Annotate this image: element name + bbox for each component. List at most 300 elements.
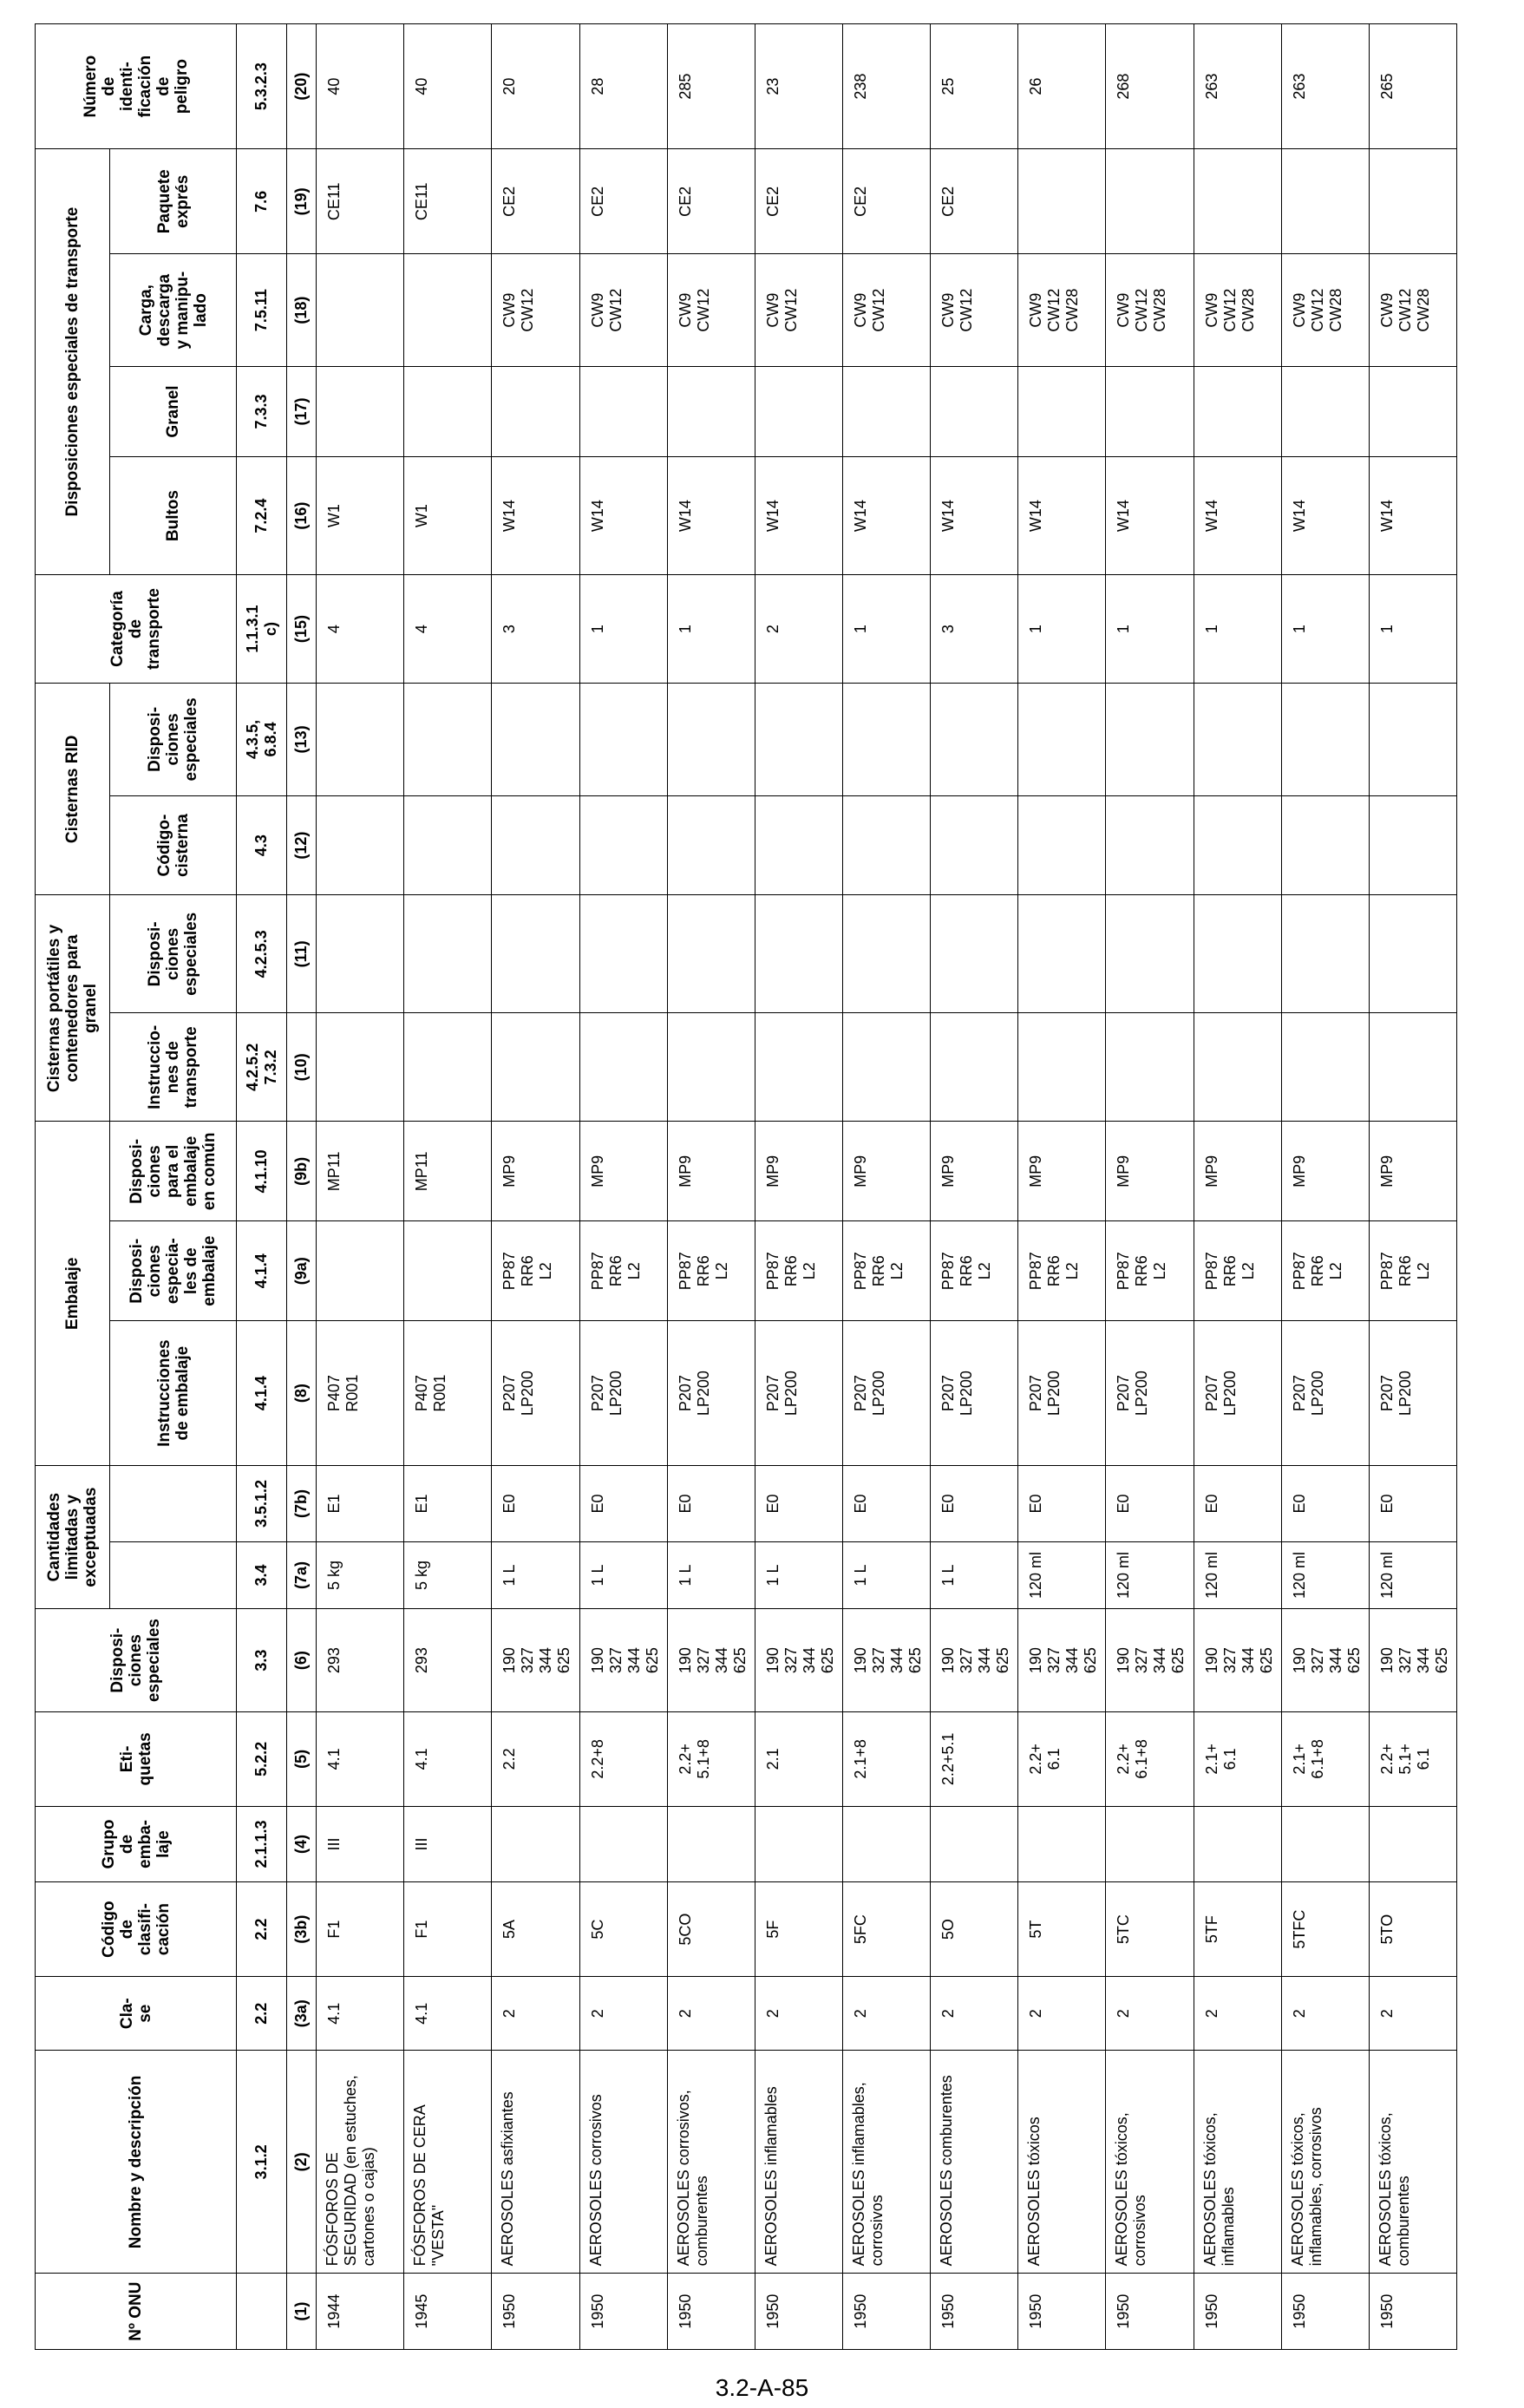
disp-embalaje-comun-cell: MP9 [492, 1122, 579, 1221]
disp-esp-embalaje-cell: PP87 RR6 L2 [755, 1221, 842, 1321]
grupo-embalaje-cell [579, 1806, 667, 1882]
header-un-number: Nº ONU [36, 2274, 237, 2350]
granel-cell [404, 366, 492, 456]
ref-cell: 7.5.11 [237, 254, 287, 366]
table-row [842, 24, 930, 2350]
ref-cell: 3.1.2 [237, 2051, 287, 2274]
header-embalaje: Embalaje [36, 1122, 110, 1466]
header-instrucciones-transporte: Instruccio- nes de transporte [110, 1013, 237, 1122]
disp-esp-cisternas-port-cell [492, 895, 579, 1013]
clase-cell: 2 [755, 1976, 842, 2051]
ref-cell: 7.6 [237, 149, 287, 254]
header-cant-lim-empty [110, 1541, 237, 1608]
substance-name-cell: AEROSOLES tóxicos, inflamables [1194, 2051, 1281, 2274]
header-grupo: Grupo de emba- laje [36, 1806, 237, 1882]
codigo-cisterna-cell [1018, 795, 1106, 895]
codigo-cisterna-cell [1281, 795, 1369, 895]
cantidad-limitada-cell: 120 ml [1018, 1541, 1106, 1608]
codigo-cisterna-cell [842, 795, 930, 895]
codigo-cisterna-cell [1106, 795, 1194, 895]
disp-esp-cisternas-port-cell [931, 895, 1018, 1013]
header-disp-esp-embalaje: Disposi- ciones especia- les de embalaje [110, 1221, 237, 1321]
col-number-cell: (16) [287, 457, 317, 575]
instrucciones-transporte-cell [492, 1013, 579, 1122]
un-number-cell: 1950 [842, 2274, 930, 2350]
col-number-cell: (7b) [287, 1466, 317, 1542]
table-row [667, 24, 755, 2350]
instrucciones-transporte-cell [404, 1013, 492, 1122]
carga-descarga-cell [317, 254, 404, 366]
ref-cell: 3.3 [237, 1609, 287, 1712]
disp-esp-cisternas-port-cell [1369, 895, 1456, 1013]
cantidad-exceptuada-cell: E0 [1106, 1466, 1194, 1542]
numero-peligro-cell: 263 [1281, 24, 1369, 149]
disp-esp-embalaje-cell [404, 1221, 492, 1321]
table-row [404, 24, 492, 2350]
ref-cell: 4.3.5, 6.8.4 [237, 684, 287, 795]
paquete-expres-cell: CE2 [931, 149, 1018, 254]
disp-esp-cisternas-port-cell [404, 895, 492, 1013]
header-cantidades: Cantidades limitadas y exceptuadas [36, 1466, 110, 1609]
disp-esp-cisternas-port-cell [317, 895, 404, 1013]
disposiciones-especiales-cell: 190 327 344 625 [842, 1609, 930, 1712]
header-disp-embalaje-comun: Disposi- ciones para el embalaje en común [110, 1122, 237, 1221]
carga-descarga-cell: CW9 CW12 CW28 [1281, 254, 1369, 366]
disp-esp-embalaje-cell: PP87 RR6 L2 [1194, 1221, 1281, 1321]
header-cant-exc-empty [110, 1466, 237, 1542]
un-number-cell: 1950 [1281, 2274, 1369, 2350]
instrucciones-transporte-cell [1281, 1013, 1369, 1122]
substance-name-cell: AEROSOLES corrosivos, comburentes [667, 2051, 755, 2274]
numero-peligro-cell: 23 [755, 24, 842, 149]
disp-esp-embalaje-cell [317, 1221, 404, 1321]
clase-cell: 4.1 [317, 1976, 404, 2051]
carga-descarga-cell: CW9 CW12 CW28 [1018, 254, 1106, 366]
disp-embalaje-comun-cell: MP9 [842, 1122, 930, 1221]
paquete-expres-cell: CE11 [404, 149, 492, 254]
disp-embalaje-comun-cell: MP9 [1281, 1122, 1369, 1221]
cantidad-limitada-cell: 1 L [492, 1541, 579, 1608]
ref-cell: 2.2 [237, 1976, 287, 2051]
numero-peligro-cell: 268 [1106, 24, 1194, 149]
disp-esp-rid-cell [931, 684, 1018, 795]
disp-esp-cisternas-port-cell [1194, 895, 1281, 1013]
substance-name-cell: AEROSOLES asfixiantes [492, 2051, 579, 2274]
instrucciones-transporte-cell [579, 1013, 667, 1122]
cantidad-limitada-cell: 120 ml [1194, 1541, 1281, 1608]
substance-name-cell: AEROSOLES inflamables [755, 2051, 842, 2274]
instrucciones-embalaje-cell: P407 R001 [404, 1321, 492, 1466]
etiquetas-cell: 2.2+5.1 [931, 1712, 1018, 1807]
col-number-cell: (20) [287, 24, 317, 149]
cantidad-limitada-cell: 1 L [755, 1541, 842, 1608]
bultos-cell: W14 [1281, 457, 1369, 575]
grupo-embalaje-cell: III [404, 1806, 492, 1882]
bultos-cell: W14 [755, 457, 842, 575]
disp-esp-rid-cell [842, 684, 930, 795]
table-row [1194, 24, 1281, 2350]
paquete-expres-cell [1369, 149, 1456, 254]
table-row [755, 24, 842, 2350]
etiquetas-cell: 2.2+8 [579, 1712, 667, 1807]
etiquetas-cell: 2.2+ 5.1+ 6.1 [1369, 1712, 1456, 1807]
col-number-cell: (5) [287, 1712, 317, 1807]
col-number-cell: (9b) [287, 1122, 317, 1221]
paquete-expres-cell: CE2 [667, 149, 755, 254]
instrucciones-embalaje-cell: P407 R001 [317, 1321, 404, 1466]
codigo-clasificacion-cell: F1 [317, 1882, 404, 1977]
disposiciones-especiales-cell: 190 327 344 625 [931, 1609, 1018, 1712]
disposiciones-especiales-cell: 190 327 344 625 [1281, 1609, 1369, 1712]
disp-esp-embalaje-cell: PP87 RR6 L2 [1369, 1221, 1456, 1321]
cantidad-limitada-cell: 1 L [931, 1541, 1018, 1608]
table-row [1281, 24, 1369, 2350]
substance-name-cell: FÓSFOROS DE CERA "VESTA" [404, 2051, 492, 2274]
clase-cell: 4.1 [404, 1976, 492, 2051]
etiquetas-cell: 2.1 [755, 1712, 842, 1807]
col-number-cell: (17) [287, 366, 317, 456]
header-paquete: Paquete exprés [110, 149, 237, 254]
header-carga: Carga, descarga y manipu- lado [110, 254, 237, 366]
paquete-expres-cell [1281, 149, 1369, 254]
clase-cell: 2 [667, 1976, 755, 2051]
granel-cell [667, 366, 755, 456]
categoria-transporte-cell: 1 [1369, 574, 1456, 683]
ref-cell: 4.1.10 [237, 1122, 287, 1221]
substance-name-cell: AEROSOLES corrosivos [579, 2051, 667, 2274]
col-number-cell: (9a) [287, 1221, 317, 1321]
instrucciones-transporte-cell [755, 1013, 842, 1122]
table-row [1106, 24, 1194, 2350]
instrucciones-embalaje-cell: P207 LP200 [1194, 1321, 1281, 1466]
reference-row [237, 24, 287, 2350]
disp-esp-embalaje-cell: PP87 RR6 L2 [1018, 1221, 1106, 1321]
header-clase: Cla- se [36, 1976, 237, 2051]
header-peligro: Número de identi- ficación de peligro [36, 24, 237, 149]
cantidad-limitada-cell: 1 L [579, 1541, 667, 1608]
codigo-cisterna-cell [931, 795, 1018, 895]
granel-cell [1194, 366, 1281, 456]
granel-cell [1369, 366, 1456, 456]
col-number-cell: (8) [287, 1321, 317, 1466]
disp-embalaje-comun-cell: MP9 [755, 1122, 842, 1221]
ref-cell: 5.3.2.3 [237, 24, 287, 149]
header-disp-esp-cisternas-port: Disposi- ciones especiales [110, 895, 237, 1013]
cantidad-exceptuada-cell: E0 [667, 1466, 755, 1542]
cantidad-exceptuada-cell: E0 [492, 1466, 579, 1542]
etiquetas-cell: 2.2 [492, 1712, 579, 1807]
etiquetas-cell: 2.1+ 6.1 [1194, 1712, 1281, 1807]
bultos-cell: W14 [842, 457, 930, 575]
disp-esp-cisternas-port-cell [667, 895, 755, 1013]
disposiciones-especiales-cell: 190 327 344 625 [492, 1609, 579, 1712]
disp-esp-rid-cell [317, 684, 404, 795]
grupo-embalaje-cell [492, 1806, 579, 1882]
cantidad-limitada-cell: 1 L [667, 1541, 755, 1608]
cantidad-exceptuada-cell: E0 [755, 1466, 842, 1542]
codigo-clasificacion-cell: F1 [404, 1882, 492, 1977]
granel-cell [317, 366, 404, 456]
disp-embalaje-comun-cell: MP9 [667, 1122, 755, 1221]
cantidad-exceptuada-cell: E0 [931, 1466, 1018, 1542]
cantidad-exceptuada-cell: E1 [404, 1466, 492, 1542]
codigo-clasificacion-cell: 5TFC [1281, 1882, 1369, 1977]
instrucciones-embalaje-cell: P207 LP200 [1018, 1321, 1106, 1466]
grupo-embalaje-cell [1106, 1806, 1194, 1882]
header-codigo-cisterna: Código- cisterna [110, 795, 237, 895]
carga-descarga-cell: CW9 CW12 CW28 [1194, 254, 1281, 366]
granel-cell [931, 366, 1018, 456]
disp-esp-rid-cell [1018, 684, 1106, 795]
un-number-cell: 1950 [579, 2274, 667, 2350]
numero-peligro-cell: 238 [842, 24, 930, 149]
bultos-cell: W14 [1369, 457, 1456, 575]
carga-descarga-cell: CW9 CW12 [931, 254, 1018, 366]
bultos-cell: W14 [492, 457, 579, 575]
ref-cell: 4.1.4 [237, 1221, 287, 1321]
numero-peligro-cell: 40 [404, 24, 492, 149]
col-number-cell: (19) [287, 149, 317, 254]
instrucciones-transporte-cell [931, 1013, 1018, 1122]
disp-embalaje-comun-cell: MP11 [317, 1122, 404, 1221]
ref-cell [237, 2274, 287, 2350]
disposiciones-especiales-cell: 190 327 344 625 [1106, 1609, 1194, 1712]
col-number-cell: (3a) [287, 1976, 317, 2051]
disp-esp-rid-cell [579, 684, 667, 795]
grupo-embalaje-cell [755, 1806, 842, 1882]
codigo-cisterna-cell [404, 795, 492, 895]
codigo-clasificacion-cell: 5C [579, 1882, 667, 1977]
paquete-expres-cell: CE2 [579, 149, 667, 254]
ref-cell: 3.5.1.2 [237, 1466, 287, 1542]
codigo-cisterna-cell [755, 795, 842, 895]
numero-peligro-cell: 25 [931, 24, 1018, 149]
etiquetas-cell: 2.1+ 6.1+8 [1281, 1712, 1369, 1807]
disp-embalaje-comun-cell: MP9 [1369, 1122, 1456, 1221]
cantidad-limitada-cell: 120 ml [1106, 1541, 1194, 1608]
carga-descarga-cell [404, 254, 492, 366]
ref-cell: 2.1.1.3 [237, 1806, 287, 1882]
etiquetas-cell: 2.2+ 5.1+8 [667, 1712, 755, 1807]
disp-esp-embalaje-cell: PP87 RR6 L2 [842, 1221, 930, 1321]
col-number-cell: (12) [287, 795, 317, 895]
un-number-cell: 1950 [931, 2274, 1018, 2350]
disp-esp-embalaje-cell: PP87 RR6 L2 [667, 1221, 755, 1321]
categoria-transporte-cell: 1 [1194, 574, 1281, 683]
clase-cell: 2 [492, 1976, 579, 2051]
granel-cell [842, 366, 930, 456]
table-row [579, 24, 667, 2350]
header-instrucciones-embalaje: Instrucciones de embalaje [110, 1321, 237, 1466]
clase-cell: 2 [1018, 1976, 1106, 2051]
substance-name-cell: AEROSOLES tóxicos, corrosivos [1106, 2051, 1194, 2274]
col-number-cell: (2) [287, 2051, 317, 2274]
instrucciones-embalaje-cell: P207 LP200 [931, 1321, 1018, 1466]
numero-peligro-cell: 20 [492, 24, 579, 149]
categoria-transporte-cell: 2 [755, 574, 842, 683]
grupo-embalaje-cell: III [317, 1806, 404, 1882]
codigo-clasificacion-cell: 5FC [842, 1882, 930, 1977]
disposiciones-especiales-cell: 293 [404, 1609, 492, 1712]
instrucciones-embalaje-cell: P207 LP200 [755, 1321, 842, 1466]
un-number-cell: 1950 [492, 2274, 579, 2350]
ref-cell: 4.2.5.2 7.3.2 [237, 1013, 287, 1122]
cantidad-exceptuada-cell: E0 [579, 1466, 667, 1542]
categoria-transporte-cell: 4 [404, 574, 492, 683]
clase-cell: 2 [579, 1976, 667, 2051]
disp-embalaje-comun-cell: MP9 [1106, 1122, 1194, 1221]
grupo-embalaje-cell [1194, 1806, 1281, 1882]
codigo-cisterna-cell [317, 795, 404, 895]
col-number-cell: (10) [287, 1013, 317, 1122]
carga-descarga-cell: CW9 CW12 [667, 254, 755, 366]
grupo-embalaje-cell [931, 1806, 1018, 1882]
disposiciones-especiales-cell: 190 327 344 625 [579, 1609, 667, 1712]
categoria-transporte-cell: 4 [317, 574, 404, 683]
col-number-cell: (11) [287, 895, 317, 1013]
categoria-transporte-cell: 1 [1106, 574, 1194, 683]
instrucciones-transporte-cell [1106, 1013, 1194, 1122]
bultos-cell: W14 [667, 457, 755, 575]
carga-descarga-cell: CW9 CW12 [755, 254, 842, 366]
instrucciones-embalaje-cell: P207 LP200 [667, 1321, 755, 1466]
instrucciones-embalaje-cell: P207 LP200 [492, 1321, 579, 1466]
numero-peligro-cell: 26 [1018, 24, 1106, 149]
codigo-cisterna-cell [1369, 795, 1456, 895]
un-number-cell: 1950 [755, 2274, 842, 2350]
substance-name-cell: AEROSOLES comburentes [931, 2051, 1018, 2274]
categoria-transporte-cell: 3 [931, 574, 1018, 683]
table-row [1369, 24, 1456, 2350]
codigo-cisterna-cell [579, 795, 667, 895]
grupo-embalaje-cell [842, 1806, 930, 1882]
header-row-1 [36, 24, 110, 2350]
un-number-cell: 1950 [1018, 2274, 1106, 2350]
substance-name-cell: AEROSOLES tóxicos, inflamables, corrosivos [1281, 2051, 1369, 2274]
disposiciones-especiales-cell: 293 [317, 1609, 404, 1712]
granel-cell [1281, 366, 1369, 456]
un-number-cell: 1950 [1106, 2274, 1194, 2350]
clase-cell: 2 [931, 1976, 1018, 2051]
ref-cell: 4.1.4 [237, 1321, 287, 1466]
disp-embalaje-comun-cell: MP11 [404, 1122, 492, 1221]
clase-cell: 2 [1369, 1976, 1456, 2051]
instrucciones-embalaje-cell: P207 LP200 [1106, 1321, 1194, 1466]
instrucciones-embalaje-cell: P207 LP200 [842, 1321, 930, 1466]
header-etiquetas: Eti- quetas [36, 1712, 237, 1807]
ref-cell: 2.2 [237, 1882, 287, 1977]
instrucciones-transporte-cell [1194, 1013, 1281, 1122]
numero-peligro-cell: 40 [317, 24, 404, 149]
categoria-transporte-cell: 1 [667, 574, 755, 683]
paquete-expres-cell: CE11 [317, 149, 404, 254]
disposiciones-especiales-cell: 190 327 344 625 [667, 1609, 755, 1712]
paquete-expres-cell: CE2 [842, 149, 930, 254]
categoria-transporte-cell: 1 [579, 574, 667, 683]
grupo-embalaje-cell [1281, 1806, 1369, 1882]
bultos-cell: W14 [931, 457, 1018, 575]
numero-peligro-cell: 28 [579, 24, 667, 149]
cantidad-limitada-cell: 5 kg [404, 1541, 492, 1608]
rotated-table-container [35, 23, 1457, 2350]
header-codigo: Código de clasifi- cación [36, 1882, 237, 1977]
cantidad-exceptuada-cell: E0 [1369, 1466, 1456, 1542]
col-number-cell: (15) [287, 574, 317, 683]
paquete-expres-cell: CE2 [755, 149, 842, 254]
grupo-embalaje-cell [667, 1806, 755, 1882]
carga-descarga-cell: CW9 CW12 CW28 [1369, 254, 1456, 366]
codigo-clasificacion-cell: 5A [492, 1882, 579, 1977]
disp-esp-embalaje-cell: PP87 RR6 L2 [579, 1221, 667, 1321]
disp-esp-embalaje-cell: PP87 RR6 L2 [931, 1221, 1018, 1321]
disp-esp-cisternas-port-cell [1281, 895, 1369, 1013]
instrucciones-embalaje-cell: P207 LP200 [1281, 1321, 1369, 1466]
disp-esp-rid-cell [755, 684, 842, 795]
cantidad-exceptuada-cell: E0 [842, 1466, 930, 1542]
header-cisternas-rid: Cisternas RID [36, 684, 110, 895]
disp-esp-rid-cell [1281, 684, 1369, 795]
instrucciones-embalaje-cell: P207 LP200 [579, 1321, 667, 1466]
paquete-expres-cell: CE2 [492, 149, 579, 254]
ref-cell: 4.2.5.3 [237, 895, 287, 1013]
disposiciones-especiales-cell: 190 327 344 625 [1369, 1609, 1456, 1712]
carga-descarga-cell: CW9 CW12 [579, 254, 667, 366]
disp-esp-rid-cell [1369, 684, 1456, 795]
granel-cell [492, 366, 579, 456]
cantidad-exceptuada-cell: E0 [1281, 1466, 1369, 1542]
disp-embalaje-comun-cell: MP9 [1018, 1122, 1106, 1221]
cantidad-limitada-cell: 120 ml [1281, 1541, 1369, 1608]
numero-peligro-cell: 285 [667, 24, 755, 149]
header-cisternas-portatiles: Cisternas portátiles y contenedores para granel [36, 895, 110, 1122]
col-number-cell: (7a) [287, 1541, 317, 1608]
codigo-cisterna-cell [492, 795, 579, 895]
disp-esp-cisternas-port-cell [842, 895, 930, 1013]
disp-esp-rid-cell [404, 684, 492, 795]
grupo-embalaje-cell [1369, 1806, 1456, 1882]
clase-cell: 2 [1281, 1976, 1369, 2051]
disp-esp-embalaje-cell: PP87 RR6 L2 [1106, 1221, 1194, 1321]
header-categoria: Categoría de transporte [36, 574, 237, 683]
header-granel: Granel [110, 366, 237, 456]
etiquetas-cell: 2.2+ 6.1+8 [1106, 1712, 1194, 1807]
codigo-clasificacion-cell: 5CO [667, 1882, 755, 1977]
granel-cell [755, 366, 842, 456]
header-bultos: Bultos [110, 457, 237, 575]
table-row [931, 24, 1018, 2350]
bultos-cell: W14 [1018, 457, 1106, 575]
col-number-cell: (4) [287, 1806, 317, 1882]
granel-cell [1106, 366, 1194, 456]
ref-cell: 4.3 [237, 795, 287, 895]
grupo-embalaje-cell [1018, 1806, 1106, 1882]
table-row [492, 24, 579, 2350]
disp-esp-rid-cell [1106, 684, 1194, 795]
clase-cell: 2 [842, 1976, 930, 2051]
codigo-clasificacion-cell: 5O [931, 1882, 1018, 1977]
disp-esp-rid-cell [492, 684, 579, 795]
clase-cell: 2 [1194, 1976, 1281, 2051]
codigo-cisterna-cell [1194, 795, 1281, 895]
categoria-transporte-cell: 1 [842, 574, 930, 683]
granel-cell [1018, 366, 1106, 456]
cantidad-exceptuada-cell: E0 [1194, 1466, 1281, 1542]
etiquetas-cell: 2.1+8 [842, 1712, 930, 1807]
un-number-cell: 1944 [317, 2274, 404, 2350]
substance-name-cell: AEROSOLES tóxicos, comburentes [1369, 2051, 1456, 2274]
numero-peligro-cell: 263 [1194, 24, 1281, 149]
ref-cell: 3.4 [237, 1541, 287, 1608]
